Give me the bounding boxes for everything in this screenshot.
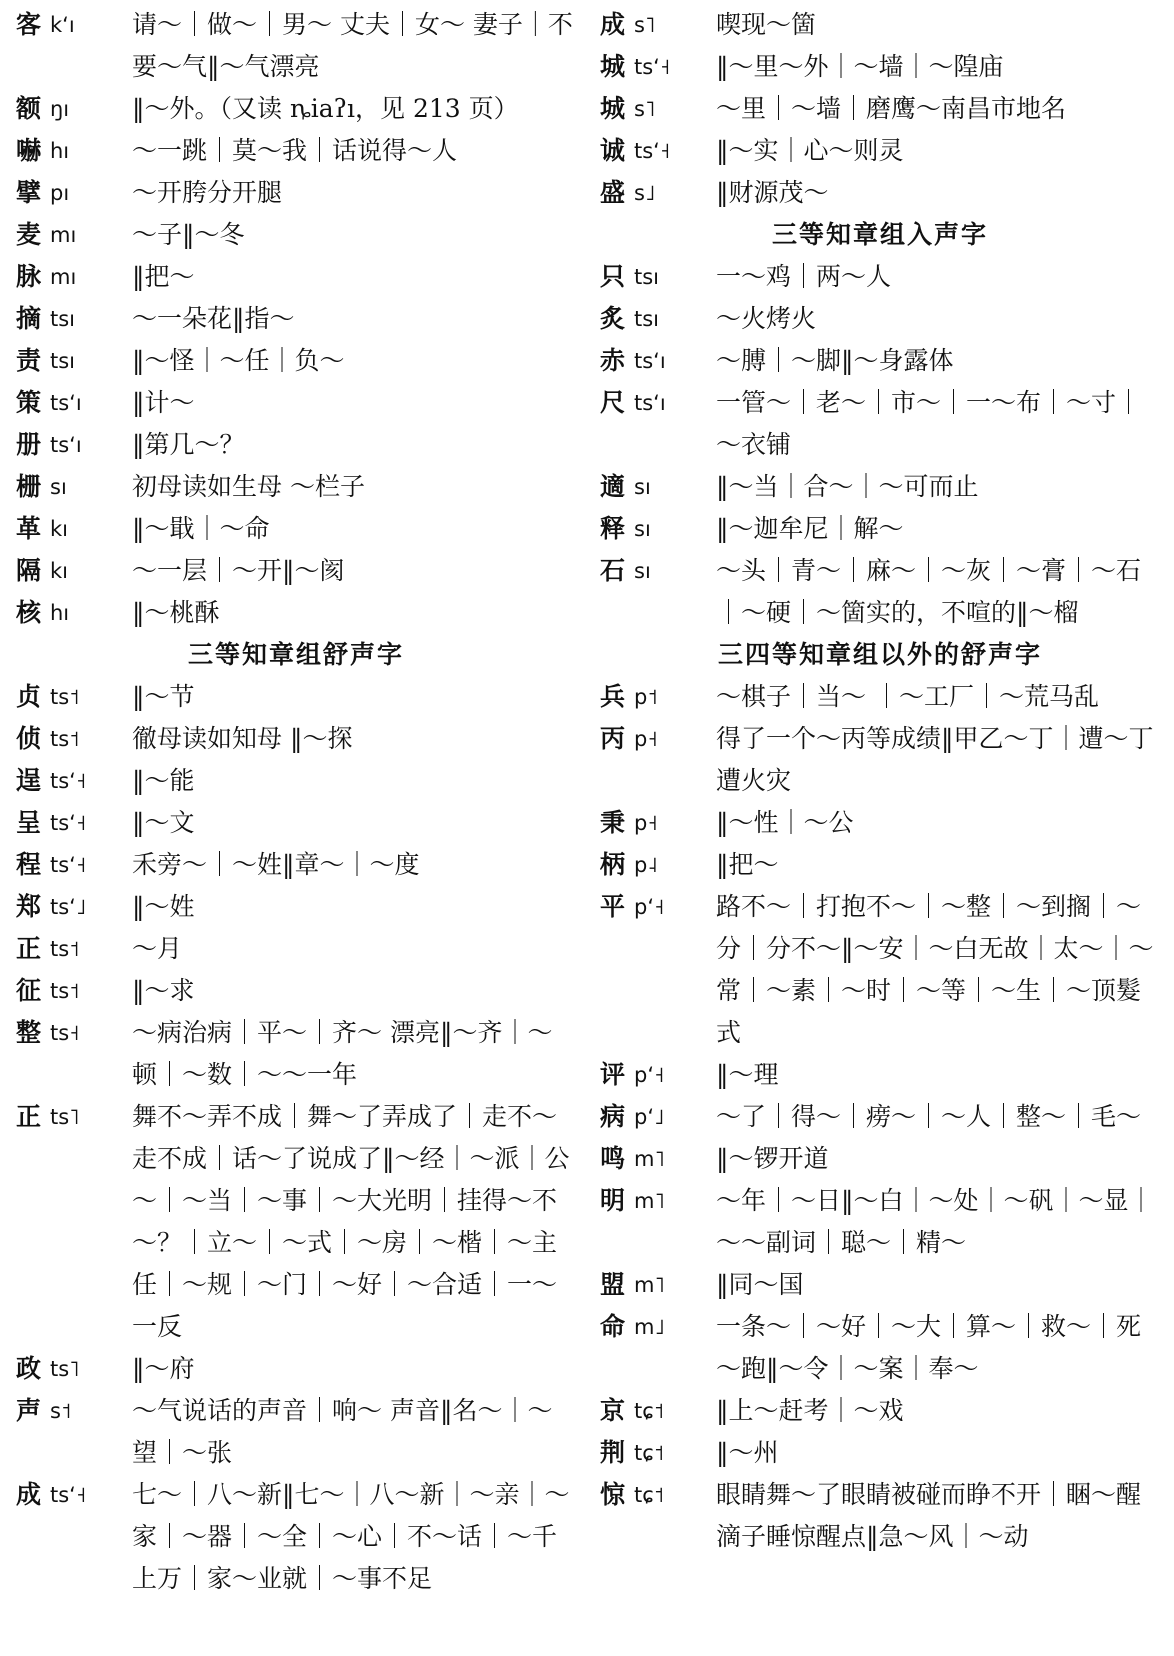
entry-gloss: ～一层｜～开‖～阂 xyxy=(132,556,345,585)
dictionary-entry xyxy=(600,1474,1160,1558)
entry-phonetic: ts‘ı xyxy=(634,391,666,415)
dictionary-entry xyxy=(600,1264,1160,1306)
dictionary-entry xyxy=(16,508,576,550)
entry-phonetic: sı xyxy=(634,559,651,583)
entry-character: 適 xyxy=(600,472,626,501)
dictionary-entry xyxy=(600,550,1160,634)
entry-gloss: ‖～姓 xyxy=(132,892,195,921)
entry-character: 策 xyxy=(16,388,42,417)
dictionary-entry xyxy=(16,4,576,88)
entry-character: 额 xyxy=(16,94,42,123)
dictionary-entry xyxy=(600,4,1160,46)
dictionary-entry xyxy=(600,1096,1160,1138)
dictionary-entry xyxy=(16,802,576,844)
entry-phonetic: ts˦ xyxy=(50,979,80,1003)
entry-phonetic: ts‘˧ xyxy=(50,811,87,835)
entry-character: 擘 xyxy=(16,178,42,207)
entry-gloss: ～里｜～墙｜磨鹰～南昌市地名 xyxy=(716,94,1067,123)
dictionary-entry xyxy=(600,340,1160,382)
entry-character: 征 xyxy=(16,976,42,1005)
entry-gloss: ‖同～国 xyxy=(716,1270,804,1299)
entry-gloss: ‖～性｜～公 xyxy=(716,808,854,837)
entry-character: 核 xyxy=(16,598,42,627)
entry-gloss: ‖把～ xyxy=(132,262,195,291)
entry-character: 脉 xyxy=(16,262,42,291)
entry-gloss: ‖～州 xyxy=(716,1438,779,1467)
entry-character: 革 xyxy=(16,514,42,543)
section-heading: 三等知章组舒声字 xyxy=(187,640,404,669)
entry-gloss: ‖财源茂～ xyxy=(716,178,829,207)
entry-phonetic: ts‘˩ xyxy=(50,895,87,919)
dictionary-entry xyxy=(600,676,1160,718)
dictionary-entry xyxy=(16,970,576,1012)
dictionary-entry xyxy=(600,172,1160,214)
dictionary-entry xyxy=(16,760,576,802)
dictionary-entry xyxy=(600,718,1160,802)
entry-phonetic: m˩ xyxy=(634,1315,665,1339)
entry-phonetic: sı xyxy=(50,475,67,499)
dictionary-entry xyxy=(16,550,576,592)
dictionary-entry xyxy=(16,1012,576,1096)
entry-gloss: ‖～节 xyxy=(132,682,195,711)
entry-gloss: ～一朵花‖指～ xyxy=(132,304,295,333)
entry-character: 赤 xyxy=(600,346,626,375)
dictionary-entry xyxy=(16,1390,576,1474)
right-column xyxy=(600,4,1160,1558)
entry-phonetic: m˥ xyxy=(634,1189,665,1213)
entry-gloss: 一条～｜～好｜～大｜算～｜救～｜死～跑‖～令｜～案｜奉～ xyxy=(716,1312,1142,1383)
entry-phonetic: ts‘˧ xyxy=(634,139,671,163)
entry-gloss: ～火烤火 xyxy=(716,304,817,333)
entry-character: 政 xyxy=(16,1354,42,1383)
dictionary-entry xyxy=(16,340,576,382)
entry-character: 尺 xyxy=(600,388,626,417)
entry-character: 责 xyxy=(16,346,42,375)
entry-character: 盟 xyxy=(600,1270,626,1299)
entry-phonetic: sı xyxy=(634,475,651,499)
dictionary-entry xyxy=(600,1054,1160,1096)
entry-phonetic: p˧ xyxy=(634,727,658,751)
entry-phonetic: p‘˧ xyxy=(634,1063,665,1087)
dictionary-entry xyxy=(600,844,1160,886)
entry-gloss: ～气说话的声音｜响～ 声音‖名～｜～望｜～张 xyxy=(132,1396,553,1467)
entry-character: 柄 xyxy=(600,850,626,879)
entry-character: 麦 xyxy=(16,220,42,249)
entry-phonetic: ts˦ xyxy=(50,937,80,961)
entry-character: 城 xyxy=(600,52,626,81)
entry-gloss: 舞不～弄不成｜舞～了弄成了｜走不～走不成｜话～了说成了‖～经｜～派｜公～｜～当｜～事｜～大光明｜挂得～不～？｜立～｜～式｜～房｜～楷｜～主任｜～规｜～门｜～好｜～合适｜一～一反 xyxy=(132,1102,570,1341)
entry-phonetic: p‘˧ xyxy=(634,895,665,919)
entry-character: 呈 xyxy=(16,808,42,837)
entry-phonetic: s˥ xyxy=(634,97,656,121)
entry-character: 客 xyxy=(16,10,42,39)
entry-phonetic: tsı xyxy=(50,349,76,373)
entry-phonetic: ts‘ı xyxy=(50,433,82,457)
dictionary-entry xyxy=(600,508,1160,550)
entry-character: 炙 xyxy=(600,304,626,333)
dictionary-entry xyxy=(600,382,1160,466)
entry-gloss: 七～｜八～新‖七～｜八～新｜～亲｜～家｜～器｜～全｜～心｜不～话｜～千上万｜家～业就｜～事不足 xyxy=(132,1480,570,1593)
entry-gloss: ～了｜得～｜痨～｜～人｜整～｜毛～ xyxy=(716,1102,1142,1131)
entry-phonetic: sı xyxy=(634,517,651,541)
entry-gloss: ‖～里～外｜～墙｜～隍庙 xyxy=(716,52,1004,81)
entry-character: 荆 xyxy=(600,1438,626,1467)
entry-character: 鸣 xyxy=(600,1144,626,1173)
entry-character: 评 xyxy=(600,1060,626,1089)
entry-phonetic: tsı xyxy=(634,307,660,331)
dictionary-entry xyxy=(16,1096,576,1348)
dictionary-entry xyxy=(16,214,576,256)
entry-phonetic: p‘˩ xyxy=(634,1105,665,1129)
entry-phonetic: ts‘˧ xyxy=(634,55,671,79)
dictionary-entry xyxy=(600,88,1160,130)
entry-gloss: ‖～求 xyxy=(132,976,195,1005)
entry-phonetic: p˧ xyxy=(634,811,658,835)
entry-gloss: ‖～戢｜～命 xyxy=(132,514,270,543)
dictionary-entry xyxy=(16,424,576,466)
entry-phonetic: ts‘ı xyxy=(634,349,666,373)
entry-phonetic: m˥ xyxy=(634,1147,665,1171)
entry-gloss: ～病治病｜平～｜齐～ 漂亮‖～齐｜～顿｜～数｜～～一年 xyxy=(132,1018,553,1089)
entry-gloss: 一管～｜老～｜市～｜一～布｜～寸｜～衣铺 xyxy=(716,388,1142,459)
entry-phonetic: pı xyxy=(50,181,70,205)
entry-gloss: ‖～文 xyxy=(132,808,195,837)
dictionary-entry xyxy=(600,1138,1160,1180)
entry-character: 诚 xyxy=(600,136,626,165)
entry-phonetic: tsı xyxy=(50,307,76,331)
entry-gloss: ‖计～ xyxy=(132,388,195,417)
entry-character: 侦 xyxy=(16,724,42,753)
entry-character: 石 xyxy=(600,556,626,585)
dictionary-entry xyxy=(16,298,576,340)
dictionary-entry xyxy=(16,256,576,298)
entry-gloss: ‖～府 xyxy=(132,1354,195,1383)
entry-character: 正 xyxy=(16,1102,42,1131)
entry-gloss: ‖上～赶考｜～戏 xyxy=(716,1396,904,1425)
entry-phonetic: s˦ xyxy=(50,1399,72,1423)
entry-gloss: 喫现～箇 xyxy=(716,10,817,39)
entry-character: 京 xyxy=(600,1396,626,1425)
entry-gloss: ～头｜青～｜麻～｜～灰｜～膏｜～石｜～硬｜～箇实的，不喧的‖～榴 xyxy=(716,556,1142,627)
entry-phonetic: tɕ˦ xyxy=(634,1441,665,1465)
dictionary-entry xyxy=(600,46,1160,88)
dictionary-entry xyxy=(600,1180,1160,1264)
dictionary-entry xyxy=(16,676,576,718)
entry-gloss: ～月 xyxy=(132,934,183,963)
dictionary-entry xyxy=(600,1306,1160,1390)
entry-gloss: ～棋子｜当～ ｜～工厂｜～荒马乱 xyxy=(716,682,1099,711)
entry-phonetic: p˨ xyxy=(634,853,658,877)
dictionary-entry xyxy=(16,844,576,886)
entry-character: 兵 xyxy=(600,682,626,711)
entry-gloss: ‖～怪｜～任｜负～ xyxy=(132,346,345,375)
entry-gloss: 徹母读如知母 ‖～探 xyxy=(132,724,353,753)
entry-phonetic: ts˦ xyxy=(50,685,80,709)
entry-phonetic: ts˥ xyxy=(50,1105,80,1129)
dictionary-entry xyxy=(16,130,576,172)
entry-gloss: ‖～迦牟尼｜解～ xyxy=(716,514,904,543)
dictionary-entry xyxy=(600,256,1160,298)
entry-gloss: ‖～当｜合～｜～可而止 xyxy=(716,472,979,501)
entry-character: 城 xyxy=(600,94,626,123)
entry-phonetic: k‘ı xyxy=(50,13,75,37)
entry-gloss: 得了一个～丙等成绩‖甲乙～丁｜遭～丁遭火灾 xyxy=(716,724,1154,795)
entry-character: 惊 xyxy=(600,1480,626,1509)
dictionary-entry xyxy=(16,1474,576,1600)
entry-gloss: 一～鸡｜两～人 xyxy=(716,262,892,291)
entry-phonetic: ts˧ xyxy=(50,1021,80,1045)
entry-gloss: ‖～能 xyxy=(132,766,195,795)
dictionary-entry xyxy=(16,928,576,970)
dictionary-entry xyxy=(16,172,576,214)
dictionary-entry xyxy=(16,592,576,634)
entry-character: 逞 xyxy=(16,766,42,795)
entry-gloss: ‖第几～？ xyxy=(132,430,245,459)
dictionary-entry xyxy=(600,886,1160,1054)
entry-gloss: ‖～桃酥 xyxy=(132,598,220,627)
dictionary-entry xyxy=(16,886,576,928)
section-heading: 三等知章组入声字 xyxy=(771,220,988,249)
entry-character: 隔 xyxy=(16,556,42,585)
entry-character: 只 xyxy=(600,262,626,291)
entry-phonetic: tsı xyxy=(634,265,660,289)
entry-character: 程 xyxy=(16,850,42,879)
entry-gloss: ‖～外。（又读 ȵiaʔı，见 213 页） xyxy=(132,94,519,123)
entry-phonetic: hı xyxy=(50,139,70,163)
entry-gloss: 路不～｜打抱不～｜～整｜～到搁｜～分｜分不～‖～安｜～白无故｜太～｜～常｜～素｜～时｜～等｜～生｜～顶髮式 xyxy=(716,892,1154,1047)
entry-phonetic: hı xyxy=(50,601,70,625)
entry-character: 明 xyxy=(600,1186,626,1215)
entry-phonetic: m˥ xyxy=(634,1273,665,1297)
entry-phonetic: ts˦ xyxy=(50,727,80,751)
entry-character: 成 xyxy=(600,10,626,39)
entry-character: 命 xyxy=(600,1312,626,1341)
entry-gloss: ‖把～ xyxy=(716,850,779,879)
entry-gloss: ‖～锣开道 xyxy=(716,1144,829,1173)
entry-character: 平 xyxy=(600,892,626,921)
entry-character: 贞 xyxy=(16,682,42,711)
entry-character: 释 xyxy=(600,514,626,543)
dictionary-entry xyxy=(600,802,1160,844)
entry-character: 秉 xyxy=(600,808,626,837)
dictionary-entry xyxy=(16,466,576,508)
entry-character: 声 xyxy=(16,1396,42,1425)
entry-phonetic: p˦ xyxy=(634,685,658,709)
entry-phonetic: tɕ˦ xyxy=(634,1399,665,1423)
entry-character: 郑 xyxy=(16,892,42,921)
entry-phonetic: s˥ xyxy=(634,13,656,37)
entry-character: 盛 xyxy=(600,178,626,207)
dictionary-entry xyxy=(600,298,1160,340)
dictionary-entry xyxy=(16,1348,576,1390)
entry-phonetic: kı xyxy=(50,559,68,583)
entry-phonetic: ts‘˧ xyxy=(50,853,87,877)
entry-character: 册 xyxy=(16,430,42,459)
dictionary-entry xyxy=(16,382,576,424)
dictionary-entry xyxy=(600,466,1160,508)
entry-character: 摘 xyxy=(16,304,42,333)
entry-gloss: ‖～实｜心～则灵 xyxy=(716,136,904,165)
entry-phonetic: ts‘˧ xyxy=(50,1483,87,1507)
entry-phonetic: ts‘ı xyxy=(50,391,82,415)
entry-phonetic: s˩ xyxy=(634,181,656,205)
entry-gloss: ～膊｜～脚‖～身露体 xyxy=(716,346,954,375)
entry-character: 嚇 xyxy=(16,136,42,165)
entry-gloss: ‖～理 xyxy=(716,1060,779,1089)
entry-phonetic: ts‘˧ xyxy=(50,769,87,793)
entry-gloss: 请～｜做～｜男～ 丈夫｜女～ 妻子｜不要～气‖～气漂亮 xyxy=(132,10,573,81)
entry-character: 栅 xyxy=(16,472,42,501)
entry-gloss: ～开胯分开腿 xyxy=(132,178,283,207)
entry-gloss: ～一跳｜莫～我｜话说得～人 xyxy=(132,136,458,165)
entry-character: 成 xyxy=(16,1480,42,1509)
left-column xyxy=(16,4,576,1600)
entry-gloss: 初母读如生母 ～栏子 xyxy=(132,472,365,501)
entry-gloss: 眼睛舞～了眼睛被碰而睁不开｜睏～醒滴子睡惊醒点‖急～风｜～动 xyxy=(716,1480,1142,1551)
entry-gloss: 禾旁～｜～姓‖章～｜～度 xyxy=(132,850,420,879)
entry-phonetic: ŋı xyxy=(50,97,70,121)
entry-phonetic: ts˥ xyxy=(50,1357,80,1381)
entry-phonetic: mı xyxy=(50,223,77,247)
section-heading: 三四等知章组以外的舒声字 xyxy=(717,640,1042,669)
entry-character: 整 xyxy=(16,1018,42,1047)
entry-gloss: ～子‖～冬 xyxy=(132,220,245,249)
dictionary-entry xyxy=(600,1432,1160,1474)
entry-phonetic: mı xyxy=(50,265,77,289)
dictionary-entry xyxy=(600,130,1160,172)
entry-phonetic: tɕ˦ xyxy=(634,1483,665,1507)
entry-character: 病 xyxy=(600,1102,626,1131)
dictionary-entry xyxy=(16,88,576,130)
entry-character: 正 xyxy=(16,934,42,963)
entry-gloss: ～年｜～日‖～白｜～处｜～矾｜～显｜～～副词｜聪～｜精～ xyxy=(716,1186,1154,1257)
dictionary-entry xyxy=(600,1390,1160,1432)
entry-character: 丙 xyxy=(600,724,626,753)
dictionary-entry xyxy=(16,718,576,760)
entry-phonetic: kı xyxy=(50,517,68,541)
